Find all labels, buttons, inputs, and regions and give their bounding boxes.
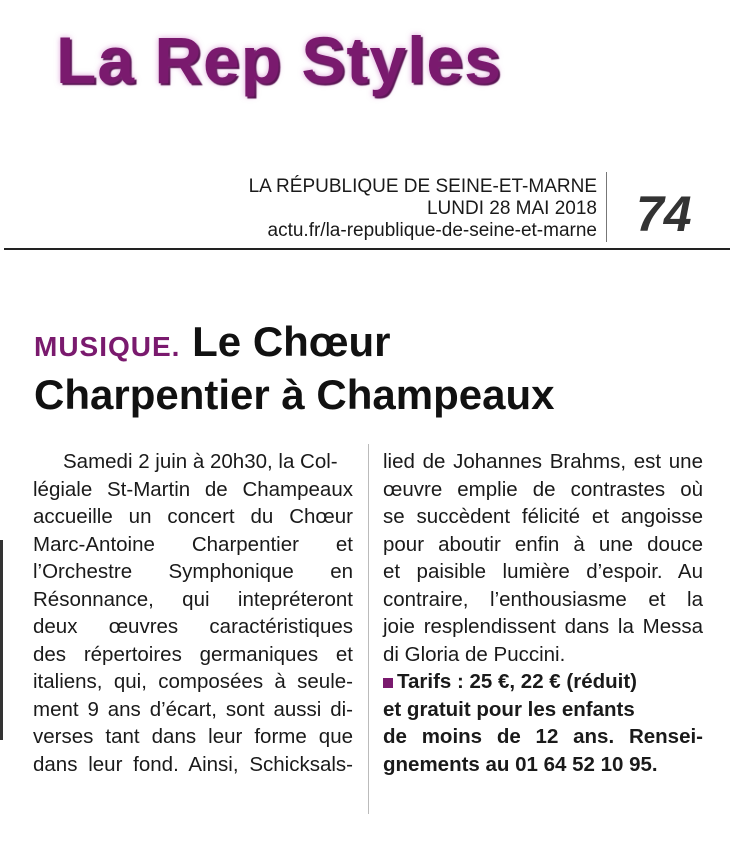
article-kicker: MUSIQUE. <box>34 331 181 362</box>
pricing-line: Tarifs : 25 €, 22 € (réduit) <box>397 670 638 693</box>
text-line: lied de Johannes Brahms, est une <box>383 450 703 473</box>
text-line: di Gloria de Puccini. <box>383 642 566 666</box>
text-line: dans leur fond. Ainsi, Schicksals- <box>33 752 353 776</box>
text-line: accueille un concert du Chœur <box>33 505 353 528</box>
text-line: pour aboutir enfin à une douce <box>383 532 703 556</box>
text-line: Résonnance, qui intepréteront <box>33 587 353 611</box>
text-line: ment 9 ans d’écart, sont aussi di- <box>33 697 353 721</box>
text-line: l’Orchestre Symphonique en <box>33 560 353 583</box>
square-bullet-icon <box>383 678 393 688</box>
header-divider <box>606 172 607 242</box>
pricing-line: gnements au 01 64 52 10 95. <box>383 752 658 776</box>
text-line: légiale St-Martin de Champeaux <box>33 477 353 501</box>
page-edge <box>0 540 3 740</box>
headline-line-2: Charpentier à Champeaux <box>34 371 555 418</box>
page-number: 74 <box>636 186 692 242</box>
text-line: se succèdent félicité et angoisse <box>383 505 703 528</box>
newspaper-header <box>249 176 597 242</box>
text-line: verses tant dans leur forme que <box>33 725 353 748</box>
header-rule <box>4 248 730 250</box>
newspaper-name: LA RÉPUBLIQUE DE SEINE-ET-MARNE <box>248 176 597 197</box>
column-divider <box>368 444 369 814</box>
pricing-info <box>383 668 703 778</box>
article-headline <box>34 318 724 419</box>
text-line: contraire, l’enthousiasme et la <box>383 587 703 611</box>
pricing-line: de moins de 12 ans. Rensei- <box>383 725 703 748</box>
newspaper-url: actu.fr/la-republique-de-seine-et-marne <box>267 220 597 241</box>
masthead-title: La Rep Styles <box>56 23 502 97</box>
text-line: Marc-Antoine Charpentier et <box>33 532 353 556</box>
issue-date: LUNDI 28 MAI 2018 <box>426 198 597 219</box>
headline-line-1: Le Chœur <box>192 318 391 365</box>
article-column-1 <box>33 448 353 778</box>
text-line: italiens, qui, composées à seule- <box>33 670 353 693</box>
text-line: et paisible lumière d’espoir. Au <box>383 560 703 583</box>
article-column-2 <box>383 448 703 778</box>
text-line: œuvre emplie de contrastes où <box>383 477 703 501</box>
pricing-line: et gratuit pour les enfants <box>383 697 635 721</box>
text-line: Samedi 2 juin à 20h30, la Col- <box>63 450 338 473</box>
text-line: des répertoires germaniques et <box>33 642 353 666</box>
text-line: joie resplendissent dans la Messa <box>383 615 703 638</box>
text-line: deux œuvres caractéristiques <box>33 615 353 638</box>
